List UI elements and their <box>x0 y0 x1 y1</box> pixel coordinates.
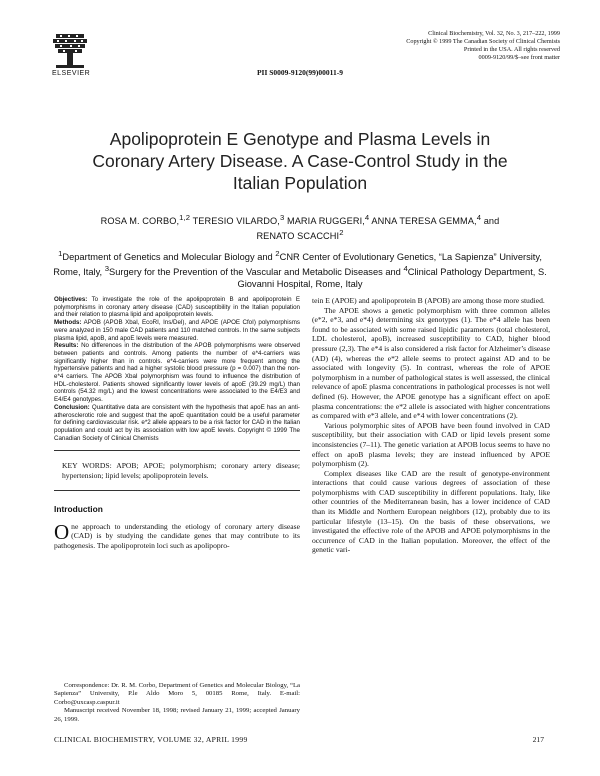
drop-cap: O <box>54 519 70 544</box>
pii-identifier: PII S0009-9120(99)00011-9 <box>256 68 344 77</box>
publisher-name: ELSEVIER <box>52 70 91 77</box>
author-name: MARIA RUGGERI, <box>284 216 365 227</box>
intro-paragraph <box>54 519 300 551</box>
manuscript-dates-footnote: Manuscript received November 18, 1998; revised January 21, 1999; accepted January 26, 1999. <box>54 707 300 723</box>
introduction-body <box>54 519 300 551</box>
body-paragraph: Various polymorphic sites of APOB have been found involved in CAD susceptibility, but their association with CAD or lipid levels present some inconsistencies (7–11). The genetic variation at APOB locus seems to have no effect on apoB plasma levels; they are instead influenced by APOE polymorphism (2). <box>312 420 550 469</box>
affiliation-marker: 3 <box>104 264 110 274</box>
correspondence-footnote: Correspondence: Dr. R. M. Corbo, Department of Genetics and Molecular Biology, “La Sapienza” University, P.le Aldo Moro 5, 00185 Rome, Italy. E-mail: Corbo@uxcasp.caspur.it <box>54 682 300 706</box>
affiliation-text: CNR Center of Evolutionary Genetics, “La Sapienza” University, Rome, Italy, <box>53 252 542 278</box>
author-line-1 <box>56 212 544 227</box>
right-column <box>312 296 550 555</box>
affiliation-text: Surgery for the Prevention of the Vascular and Metabolic Diseases and <box>109 267 404 278</box>
title-line-1: Apolipoprotein E Genotype and Plasma Levels in <box>109 129 491 149</box>
journal-citation: Clinical Biochemistry, Vol. 32, No. 3, 217–222, 1999 <box>428 30 560 37</box>
page-number: 217 <box>532 735 544 744</box>
divider <box>54 450 300 451</box>
page-footer-journal: CLINICAL BIOCHEMISTRY, VOLUME 32, APRIL 1999 <box>54 735 248 744</box>
abstract-conclusion <box>54 404 300 443</box>
paragraph-text: ne approach to understanding the etiology of coronary artery disease (CAD) is by studying the candidate genes that may contribute to its pathogenesis. The apolipoprotein loci such as apolipopro- <box>54 521 300 550</box>
affiliations <box>52 248 548 290</box>
author-name: ROSA M. CORBO, <box>100 216 180 227</box>
title-line-3: Italian Population <box>232 173 368 193</box>
author-name: TERESIO VILARDO, <box>190 216 280 227</box>
affiliation-text: Department of Genetics and Molecular Biology and <box>62 252 276 263</box>
abstract-text: Quantitative data are consistent with the hypothesis that apoE has an anti-atherosclerotic role and suggest that the apoE quantitation could be a useful parameter for defining cardiovascular risk. e*2 allele appears to be a risk factor for CAD in the Italian population and could act by its association with low apoE levels. Copyright © 1999 The Canadian Society of Clinical Chemists <box>54 403 300 442</box>
abstract-methods <box>54 319 300 342</box>
abstract-text: To investigate the role of the apolipoprotein B and apolipoprotein E polymorphisms in coronary artery disease (CAD) susceptibility in the Italian population and their relation to plasma lipid and apolipoprotein levels. <box>54 296 300 319</box>
body-paragraph: Complex diseases like CAD are the result of genotype-environment interactions that could cause various degrees of association of these polymorphisms with CAD susceptibility in different populations. Italy, like other countries of the Mediterranean basin, has a lower incidence of CAD than its Middle and Northern European neighbors (12), probably due to its particular lifestyle (13–15). On the basis of these observations, we investigated the effective role of the APOB and APOE polymorphisms in the occurrence of CAD in the Italian population. Moreover, the effect of the genetic vari- <box>312 468 550 555</box>
author-list <box>56 212 544 242</box>
affiliation-marker: 4 <box>476 213 482 222</box>
article-title <box>40 128 560 194</box>
left-column <box>54 296 300 723</box>
divider <box>54 490 300 491</box>
title-line-2: Coronary Artery Disease. A Case-Control Study in the <box>92 151 508 171</box>
affiliation-marker: 4 <box>364 213 370 222</box>
abstract-text: No differences in the distribution of the APOB polymorphisms were observed between patients and controls. Among patients the number of e*4-carriers was significantly higher than in controls. e*4-carriers were more frequent among the hypertensive patients and had a higher systolic blood pressure (p = 0.007) than the non-e*4 carriers. The APOB XbaI polymorphism was found to influence the distribution of HDL-cholesterol. Patients showed significantly lower levels of apoE (39.29 mg/L) than controls (54.32 mg/L) and the lowest concentrations were associated to the E4/E3 and E4/E4 genotypes. <box>54 342 300 404</box>
author-line-2 <box>56 227 544 242</box>
affiliation-marker: 2 <box>275 249 280 258</box>
section-heading-introduction: Introduction <box>54 503 103 514</box>
abstract-label: Results: <box>54 342 79 350</box>
body-paragraph: tein E (APOE) and apolipoprotein B (APOB) are among those more studied. <box>312 296 545 305</box>
affiliation-marker: 2 <box>339 228 344 238</box>
author-name: RENATO SCACCHI <box>256 231 340 242</box>
body-paragraph: The APOE shows a genetic polymorphism with three common alleles (e*2, e*3, and e*4) determining six genotypes (1). The e*4 allele has been found to be associated with some raised lipidic parameters (total cholesterol, LDL cholesterol, apoB), increased susceptibility to CAD, higher blood pressure (2,3). The e*4 is also considered a risk factor for Alzheimer’s disease (AD) (4), whereas the e*2 allele seems to protect against AD and to be associated with longevity (5). In contrast, whereas the role of APOE polymorphism in a number of pathological states is well assessed, the clinical relevance of apoE plasma concentrations in pathological processes is not well defined (6). However, the APOE genotype has a significant effect on apoE plasma concentrations: the e*2 allele is associated with higher concentrations as compared with e*3 allele, and e*4 with lower concentrations (2). <box>312 305 550 421</box>
keywords: KEY WORDS: APOB; APOE; polymorphism; coronary artery disease; hypertension; lipid levels; apolipoprotein levels. <box>62 461 300 480</box>
affiliation-marker: 4 <box>403 264 408 274</box>
abstract-label: Methods: <box>54 319 82 327</box>
affiliation-text: Clinical Pathology Department, S. Giovanni Hospital, Rome, Italy <box>237 267 547 290</box>
footnotes <box>54 682 300 724</box>
abstract-results <box>54 342 300 404</box>
copyright-line: Copyright © 1999 The Canadian Society of Clinical Chemists <box>406 38 560 45</box>
author-name: ANNA TERESA GEMMA, <box>369 216 477 227</box>
abstract-label: Objectives: <box>54 296 88 303</box>
abstract-text: APOB (APOB XbaI, EcoRI, Ins/Del), and APOE (APOE CfoI) polymorphisms were analyzed in 150 male CAD patients and 110 matched controls. In the same subjects plasma lipid, apoB, and apoE levels were measured. <box>54 319 300 342</box>
abstract-label: Conclusion: <box>54 403 90 411</box>
abstract-objectives <box>54 296 300 319</box>
journal-header <box>406 30 560 62</box>
printed-line: Printed in the USA. All rights reserved <box>463 46 560 53</box>
affiliation-marker: 1 <box>58 249 63 258</box>
abstract <box>54 296 300 442</box>
affiliation-marker: 1,2 <box>179 213 191 222</box>
affiliation-marker: 3 <box>279 213 285 222</box>
tree-logo-icon <box>50 30 90 72</box>
author-conjunction: and <box>481 216 500 227</box>
issn-line: 0009-9120/99/$–see front matter <box>478 54 560 61</box>
